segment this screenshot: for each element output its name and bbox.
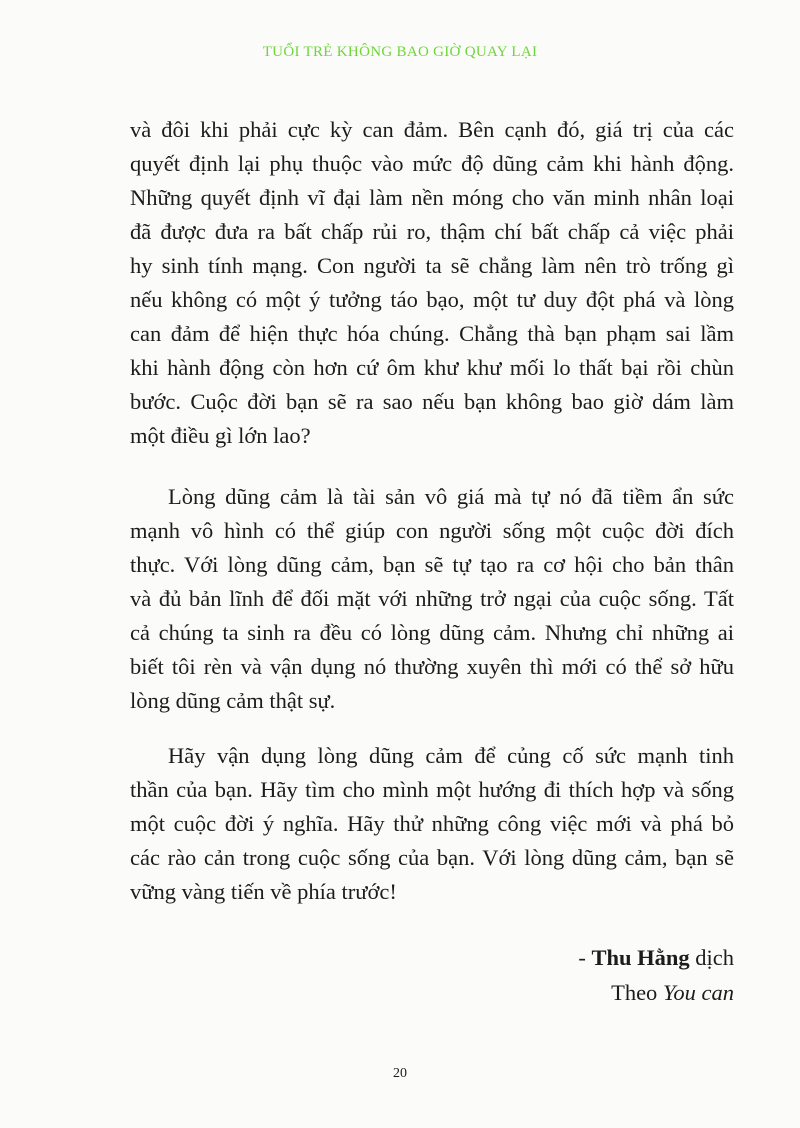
text-line: cả chúng ta sinh ra đều có lòng dũng cảm. Nhưng chỉ những ai	[130, 620, 734, 645]
text-line: lòng dũng cảm thật sự.	[130, 688, 336, 713]
dash: -	[578, 945, 592, 970]
text-line: và đôi khi phải cực kỳ can đảm. Bên cạnh đó, giá trị của các	[130, 117, 734, 142]
running-header: TUỔI TRẺ KHÔNG BAO GIỜ QUAY LẠI	[262, 44, 538, 60]
text-line: Những quyết định vĩ đại làm nền móng cho văn minh nhân loại	[130, 185, 734, 210]
text-line: một cuộc đời ý nghĩa. Hãy thử những công việc mới và phá bỏ	[130, 811, 734, 836]
source-credit	[611, 979, 734, 1007]
text-line: vững vàng tiến về phía trước!	[130, 879, 397, 904]
text-line: biết tôi rèn và vận dụng nó thường xuyên thì mới có thể sở hữu	[130, 654, 734, 679]
text-line: Lòng dũng cảm là tài sản vô giá mà tự nó đã tiềm ẩn sức	[168, 484, 734, 509]
translator-name: Thu Hằng	[591, 945, 690, 970]
text-line: đã được đưa ra bất chấp rủi ro, thậm chí bất chấp cả việc phải	[130, 219, 734, 244]
source-title: You can	[662, 980, 734, 1005]
text-line: hy sinh tính mạng. Con người ta sẽ chẳng làm nên trò trống gì	[130, 253, 734, 278]
text-line: nếu không có một ý tưởng táo bạo, một tư duy đột phá và lòng	[130, 287, 734, 312]
text-line: Hãy vận dụng lòng dũng cảm để củng cố sức mạnh tinh	[168, 743, 734, 768]
text-line: và đủ bản lĩnh để đối mặt với những trở ngại của cuộc sống. Tất	[130, 586, 734, 611]
text-line: bước. Cuộc đời bạn sẽ ra sao nếu bạn không bao giờ dám làm	[130, 389, 734, 414]
text-line: một điều gì lớn lao?	[130, 423, 311, 448]
text-line: mạnh vô hình có thể giúp con người sống một cuộc đời đích	[130, 518, 734, 543]
translator-credit	[578, 944, 734, 972]
text-line: quyết định lại phụ thuộc vào mức độ dũng cảm khi hành động.	[130, 151, 734, 176]
page-number: 20	[393, 1066, 407, 1081]
translator-role: dịch	[689, 945, 734, 970]
text-line: các rào cản trong cuộc sống của bạn. Với lòng dũng cảm, bạn sẽ	[130, 845, 734, 870]
source-prefix: Theo	[611, 980, 663, 1005]
text-line: khi hành động còn hơn cứ ôm khư khư mối lo thất bại rồi chùn	[130, 355, 734, 380]
text-line: can đảm để hiện thực hóa chúng. Chẳng thà bạn phạm sai lầm	[130, 321, 734, 346]
text-line: thần của bạn. Hãy tìm cho mình một hướng đi thích hợp và sống	[130, 777, 734, 802]
text-line: thực. Với lòng dũng cảm, bạn sẽ tự tạo ra cơ hội cho bản thân	[130, 552, 734, 577]
